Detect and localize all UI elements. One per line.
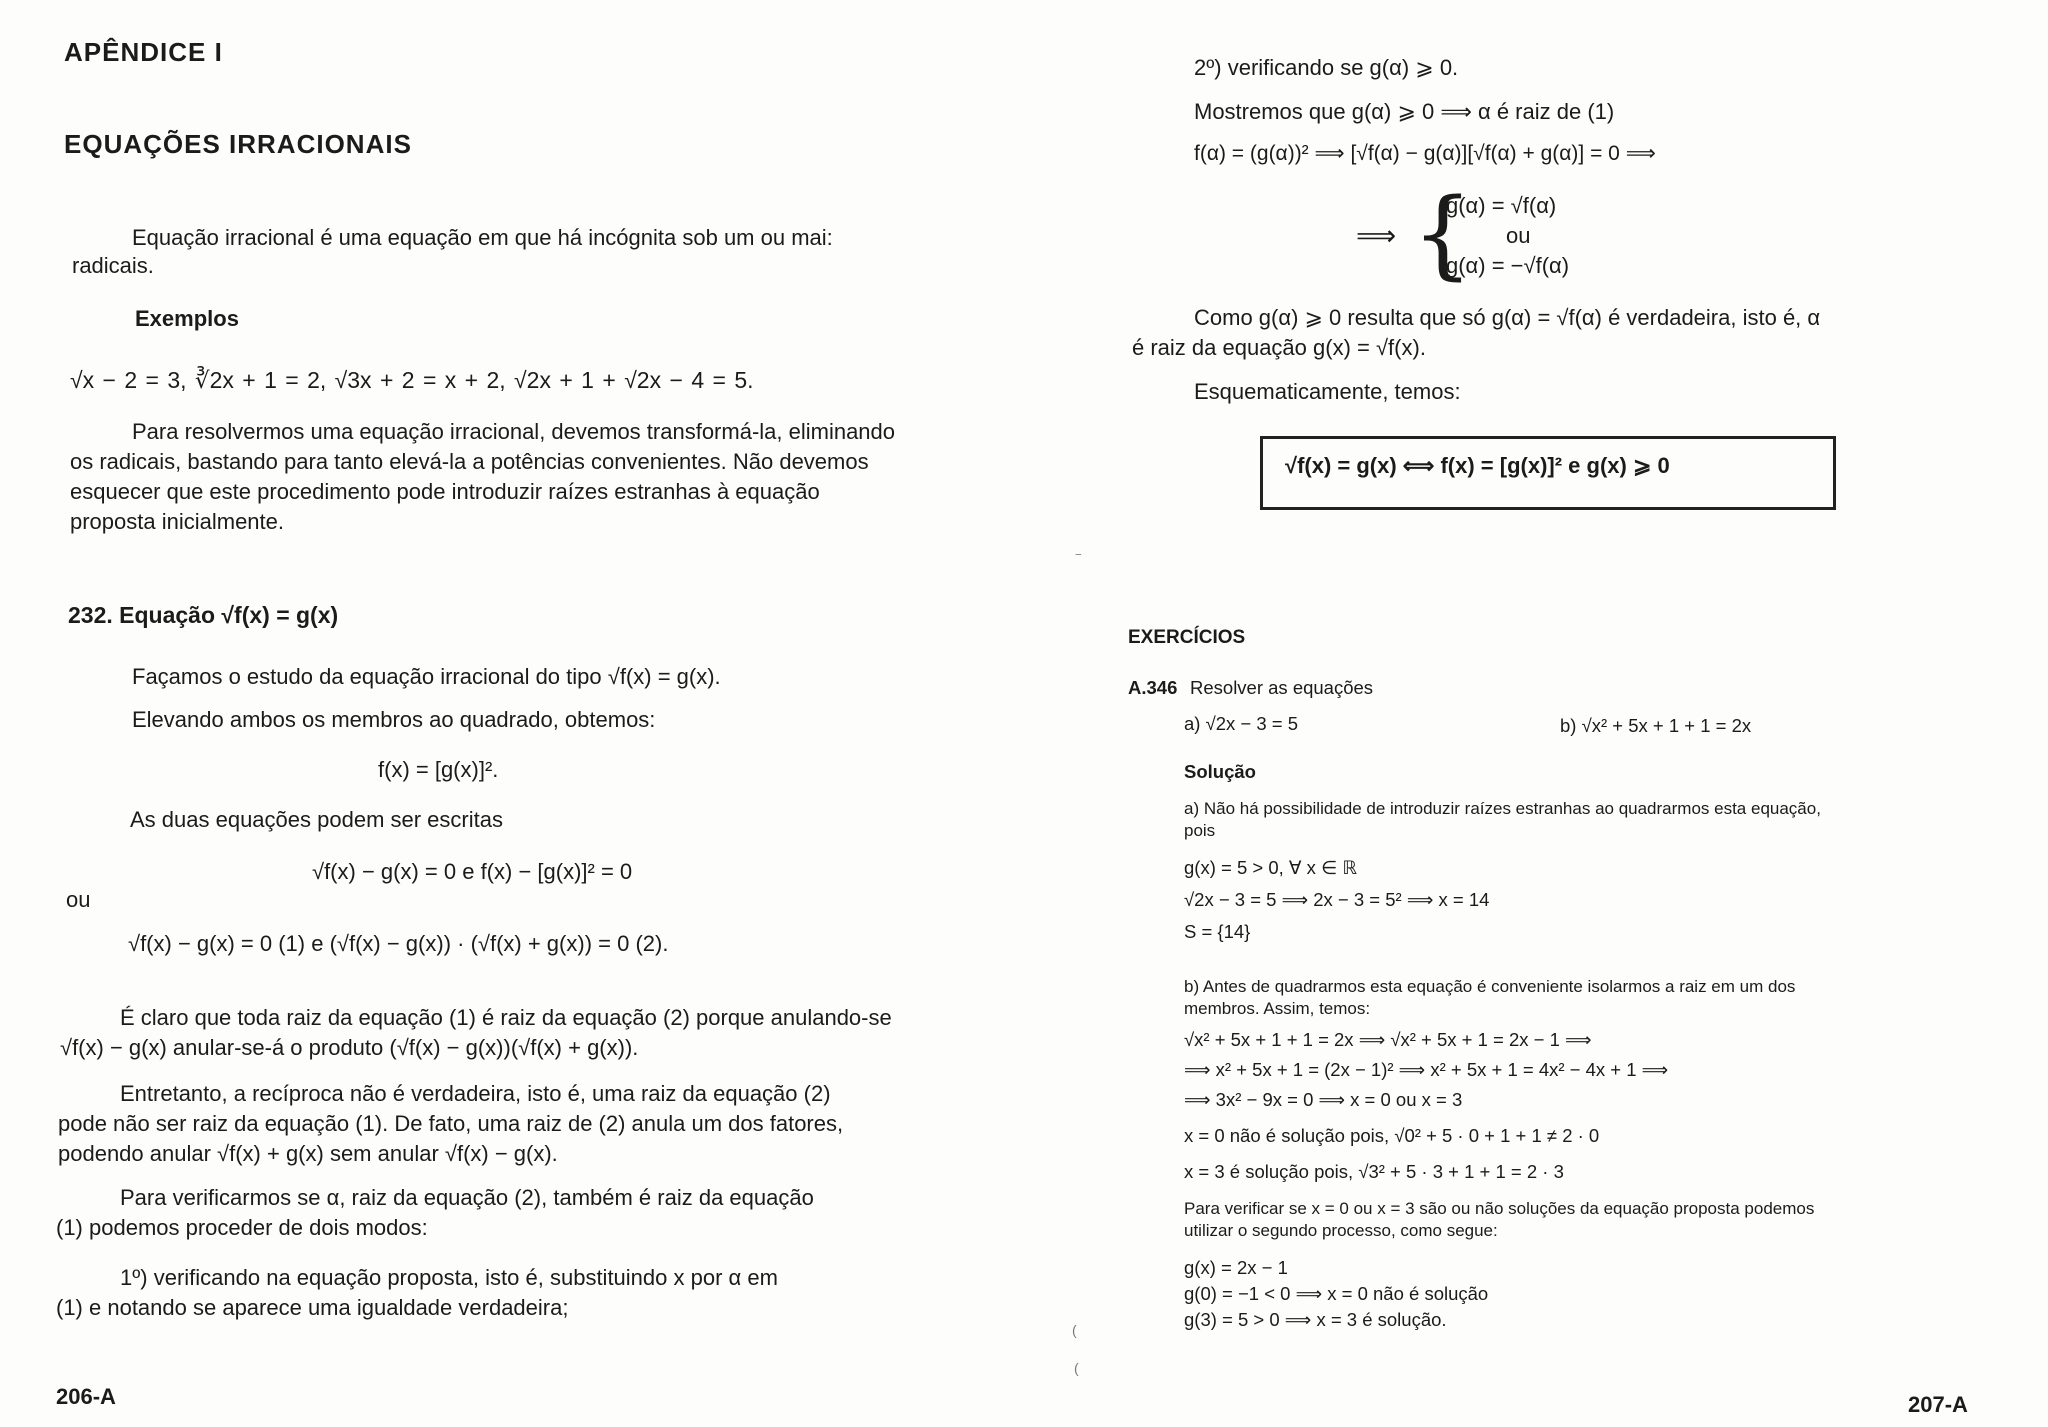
- left-brace: {: [1412, 178, 1474, 290]
- scan-speck: ‾: [1076, 552, 1081, 568]
- exercise-text: Resolver as equações: [1190, 677, 1374, 698]
- para4-line-1: Para verificarmos se α, raiz da equação (2), também é raiz da equação: [120, 1185, 814, 1210]
- verify-step-3: g(3) = 5 > 0 ⟹ x = 3 é solução.: [1184, 1309, 1447, 1330]
- boxed-result: √f(x) = g(x) ⟺ f(x) = [g(x)]² e g(x) ⩾ 0: [1260, 436, 1836, 510]
- sol-b-line-1: b) Antes de quadrarmos esta equação é conveniente isolarmos a raiz em um dos: [1184, 977, 1796, 996]
- sol-b-line-2: membros. Assim, temos:: [1184, 999, 1371, 1018]
- solution-heading: Solução: [1184, 761, 1256, 782]
- section-title: 232. Equação √f(x) = g(x): [68, 602, 339, 628]
- verify-step-2: g(0) = −1 < 0 ⟹ x = 0 não é solução: [1184, 1283, 1489, 1304]
- para3-line-2: pode não ser raiz da equação (1). De fato, uma raiz de (2) anula um dos fatores,: [58, 1111, 844, 1136]
- scan-speck: (: [1072, 1322, 1077, 1338]
- para2-line-2: √f(x) − g(x) anular-se-á o produto (√f(x) − g(x))(√f(x) + g(x)).: [60, 1035, 639, 1060]
- eq-pair-2: √f(x) − g(x) = 0 (1) e (√f(x) − g(x)) · (√f(x) + g(x)) = 0 (2).: [128, 931, 669, 956]
- case-ou: ou: [1506, 223, 1531, 248]
- mode2-line: 2º) verificando se g(α) ⩾ 0.: [1194, 55, 1459, 80]
- sol-a-line-3: g(x) = 5 > 0, ∀ x ∈ ℝ: [1184, 857, 1357, 878]
- implies-arrow: ⟹: [1356, 220, 1397, 251]
- case-1: g(α) = √f(α): [1446, 193, 1557, 218]
- schema-line: Esquematicamente, temos:: [1194, 379, 1461, 404]
- para3-line-3: podendo anular √f(x) + g(x) sem anular √f(x) − g(x).: [58, 1141, 558, 1166]
- right-page: [1060, 0, 2048, 1427]
- para1-line-2: os radicais, bastando para tanto elevá-la a potências convenientes. Não devemos: [70, 449, 869, 474]
- verify-step-1: g(x) = 2x − 1: [1184, 1257, 1288, 1278]
- eq-pair: √f(x) − g(x) = 0 e f(x) − [g(x)]² = 0: [312, 859, 633, 884]
- sol-a-line-4: √2x − 3 = 5 ⟹ 2x − 3 = 5² ⟹ x = 14: [1184, 889, 1490, 910]
- sol-b-line-5: ⟹ 3x² − 9x = 0 ⟹ x = 0 ou x = 3: [1184, 1089, 1463, 1110]
- para1-line-1: Para resolvermos uma equação irracional, devemos transformá-la, eliminando: [132, 419, 896, 444]
- show-line: Mostremos que g(α) ⩾ 0 ⟹ α é raiz de (1): [1194, 99, 1615, 124]
- examples-heading: Exemplos: [135, 306, 239, 331]
- sol-b-line-7: x = 3 é solução pois, √3² + 5 · 3 + 1 + 1 = 2 · 3: [1184, 1161, 1564, 1182]
- intro-line-1: Equação irracional é uma equação em que há incógnita sob um ou mai:: [132, 225, 833, 250]
- study-line: Façamos o estudo da equação irracional do tipo √f(x) = g(x).: [132, 664, 721, 689]
- verify-line-2: utilizar o segundo processo, como segue:: [1184, 1221, 1498, 1240]
- como-line-1: Como g(α) ⩾ 0 resulta que só g(α) = √f(α) é verdadeira, isto é, α: [1194, 305, 1821, 330]
- sol-a-line-5: S = {14}: [1184, 921, 1251, 942]
- appendix-heading: APÊNDICE I: [64, 37, 223, 67]
- page-number-right: 207-A: [1908, 1392, 1968, 1417]
- exercise-label: A.346: [1128, 677, 1178, 698]
- para3-line-1: Entretanto, a recíproca não é verdadeira, isto é, uma raiz da equação (2): [120, 1081, 831, 1106]
- case-2: g(α) = −√f(α): [1446, 253, 1570, 278]
- scan-speck: (: [1074, 1360, 1079, 1376]
- two-eq-line: As duas equações podem ser escritas: [130, 807, 503, 832]
- exercises-heading: EXERCÍCIOS: [1128, 627, 1246, 648]
- para5-line-2: (1) e notando se aparece uma igualdade verdadeira;: [56, 1295, 569, 1320]
- para2-line-1: É claro que toda raiz da equação (1) é raiz da equação (2) porque anulando-se: [120, 1005, 892, 1030]
- exercise-b: b) √x² + 5x + 1 + 1 = 2x: [1560, 715, 1752, 736]
- square-line: Elevando ambos os membros ao quadrado, obtemos:: [132, 707, 656, 732]
- sol-b-line-6: x = 0 não é solução pois, √0² + 5 · 0 + 1 + 1 ≠ 2 · 0: [1184, 1125, 1600, 1146]
- exercise-a: a) √2x − 3 = 5: [1184, 713, 1299, 734]
- intro-line-2: radicais.: [72, 253, 154, 278]
- sol-a-line-1: a) Não há possibilidade de introduzir raízes estranhas ao quadrarmos esta equação,: [1184, 799, 1821, 818]
- page-number-left: 206-A: [56, 1384, 116, 1409]
- para1-line-3: esquecer que este procedimento pode introduzir raízes estranhas à equação: [70, 479, 820, 504]
- para5-line-1: 1º) verificando na equação proposta, isto é, substituindo x por α em: [120, 1265, 778, 1290]
- como-line-2: é raiz da equação g(x) = √f(x).: [1132, 335, 1426, 360]
- sol-b-line-4: ⟹ x² + 5x + 1 = (2x − 1)² ⟹ x² + 5x + 1 = 4x² − 4x + 1 ⟹: [1184, 1059, 1669, 1080]
- f-alpha-line: f(α) = (g(α))² ⟹ [√f(α) − g(α)][√f(α) + g(α)] = 0 ⟹: [1194, 142, 1656, 165]
- eq-squared: f(x) = [g(x)]².: [378, 757, 499, 782]
- para1-line-4: proposta inicialmente.: [70, 509, 285, 534]
- para4-line-2: (1) podemos proceder de dois modos:: [56, 1215, 428, 1240]
- sol-b-line-3: √x² + 5x + 1 + 1 = 2x ⟹ √x² + 5x + 1 = 2x − 1 ⟹: [1184, 1029, 1592, 1050]
- chapter-title: EQUAÇÕES IRRACIONAIS: [64, 129, 412, 159]
- verify-line-1: Para verificar se x = 0 ou x = 3 são ou não soluções da equação proposta podemos: [1184, 1199, 1815, 1218]
- examples-line: √x − 2 = 3, ∛2x + 1 = 2, √3x + 2 = x + 2, √2x + 1 + √2x − 4 = 5.: [70, 367, 754, 393]
- sol-a-line-2: pois: [1184, 821, 1216, 840]
- ou-label: ou: [66, 887, 91, 912]
